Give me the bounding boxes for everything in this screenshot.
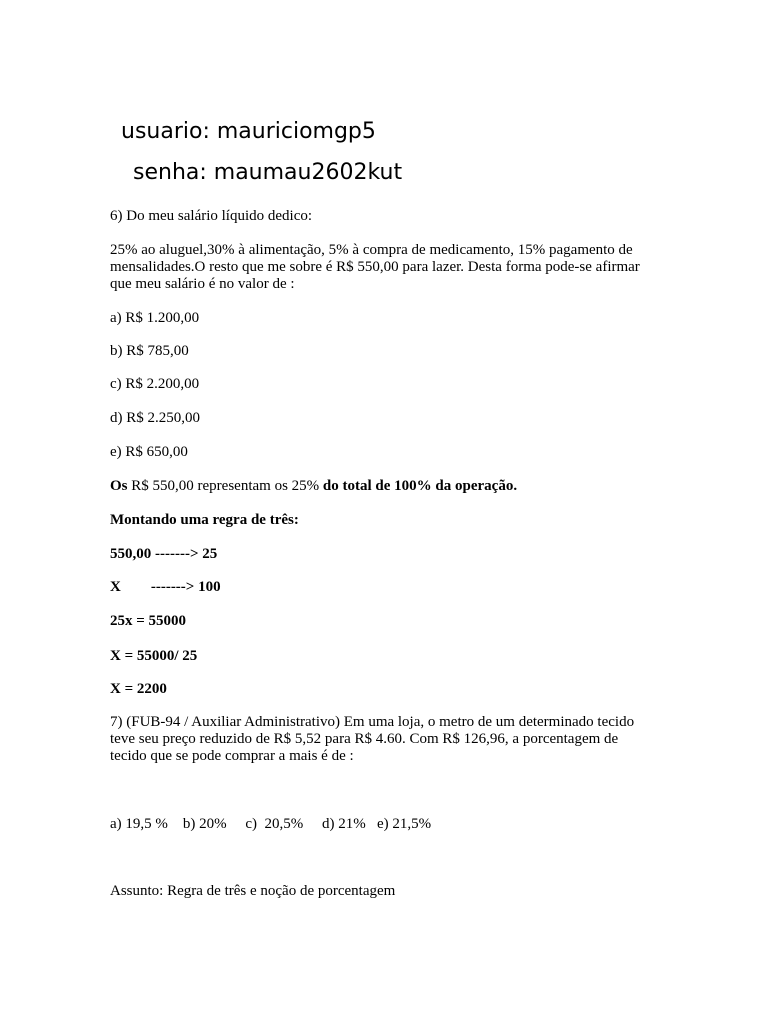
subject-line: Assunto: Regra de três e noção de porcentagem	[110, 883, 396, 899]
statement-line: teve seu preço reduzido de R$ 5,52 para R$ 4.60. Com R$ 126,96, a porcentagem de	[110, 731, 619, 747]
solution-intro-bold: Os	[110, 478, 128, 494]
statement-line: que meu salário é no valor de :	[110, 276, 295, 292]
solution-line	[110, 546, 670, 563]
statement-line: tecido que se pode comprar a mais é de :	[110, 748, 354, 764]
statement-line: 25% ao aluguel,30% à alimentação, 5% à compra de medicamento, 15% pagamento de	[110, 242, 633, 258]
option-e: e) R$ 650,00	[110, 444, 188, 460]
rule-of-three-title	[110, 512, 670, 529]
password-text: senha: maumau2602kut	[133, 160, 403, 185]
solution-result-text: X = 2200	[110, 681, 167, 697]
option-b: b) R$ 785,00	[110, 343, 189, 359]
solution-line-text: X = 55000/ 25	[110, 648, 198, 664]
question-6-statement	[110, 242, 670, 293]
statement-line: 7) (FUB-94 / Auxiliar Administrativo) Em uma loja, o metro de um determinado tecido	[110, 714, 635, 730]
solution-intro	[110, 478, 670, 495]
solution-intro-bold: do total de 100% da operação.	[322, 478, 518, 494]
question-7-statement	[110, 714, 670, 765]
solution-line	[110, 648, 670, 665]
solution-line-text: 25x = 55000	[110, 613, 187, 629]
question-6-heading: 6) Do meu salário líquido dedico:	[110, 208, 313, 224]
question-7-options: a) 19,5 % b) 20% c) 20,5% d) 21% e) 21,5%	[110, 816, 432, 832]
username-text: usuario: mauriciomgp5	[121, 119, 376, 144]
solution-line-text: X -------> 100	[110, 579, 221, 595]
rule-of-three-title-text: Montando uma regra de três:	[110, 512, 299, 528]
solution-line	[110, 613, 670, 630]
solution-line	[110, 579, 670, 596]
option-d: d) R$ 2.250,00	[110, 410, 200, 426]
option-a: a) R$ 1.200,00	[110, 310, 200, 326]
option-c: c) R$ 2.200,00	[110, 376, 200, 392]
statement-line: mensalidades.O resto que me sobre é R$ 550,00 para lazer. Desta forma pode-se afirmar	[110, 259, 640, 275]
solution-intro-plain: R$ 550,00 representam os 25%	[127, 478, 323, 494]
solution-line-text: 550,00 -------> 25	[110, 546, 218, 562]
solution-result	[110, 681, 670, 698]
